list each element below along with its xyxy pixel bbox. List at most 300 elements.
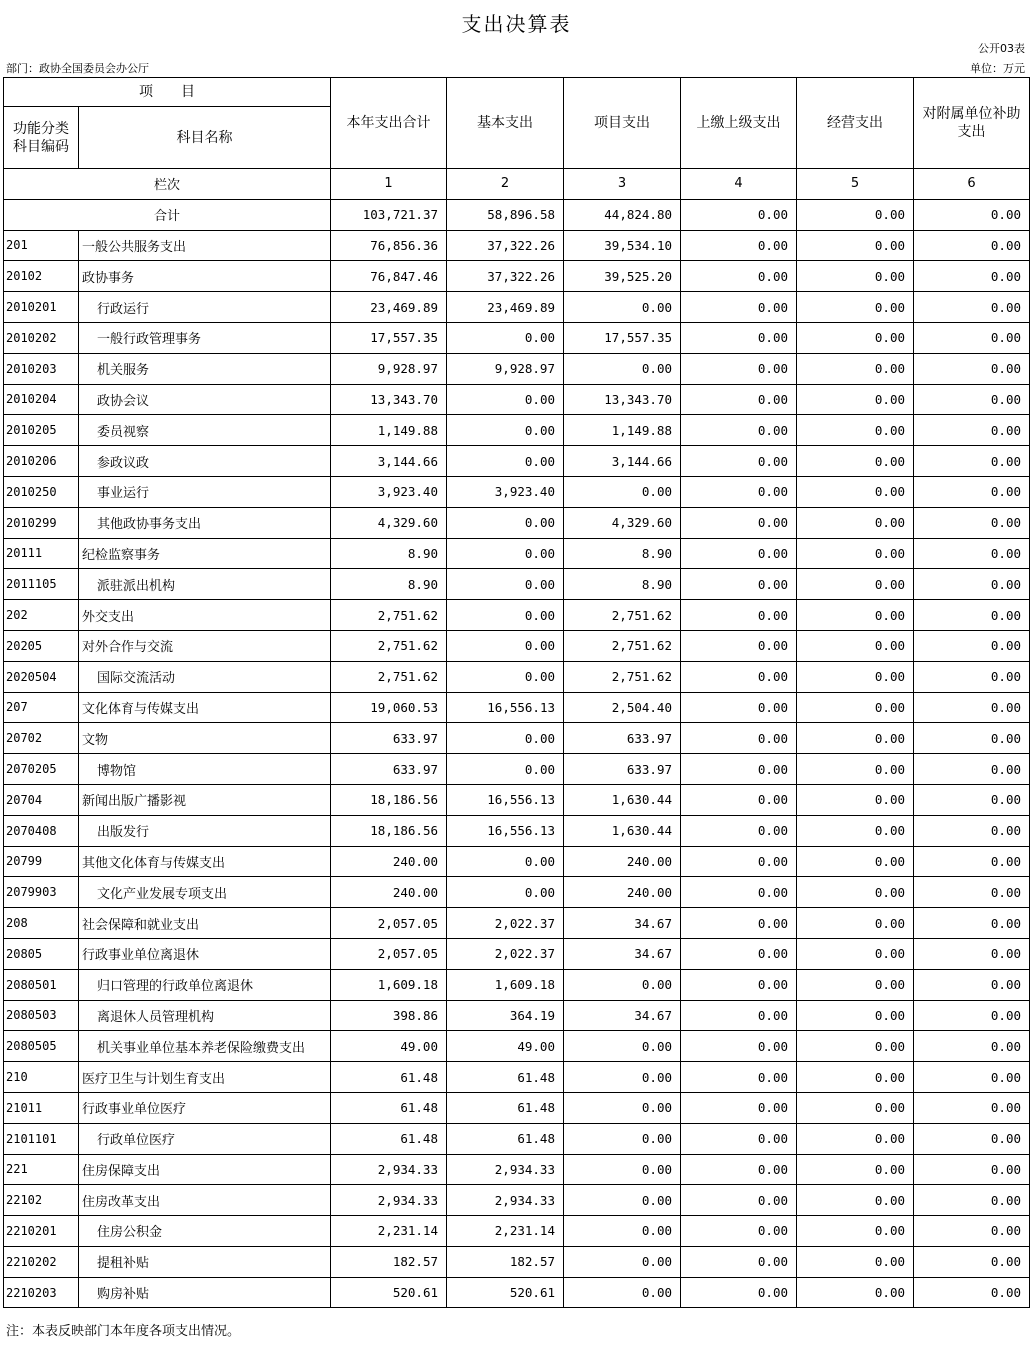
amount-cell: 0.00 — [681, 630, 797, 661]
amount-cell: 0.00 — [914, 938, 1030, 969]
amount-cell: 0.00 — [797, 1031, 914, 1062]
category-code: 2010204 — [4, 384, 79, 415]
amount-cell: 0.00 — [797, 569, 914, 600]
amount-cell: 0.00 — [797, 1154, 914, 1185]
total-value: 103,721.37 — [331, 199, 447, 230]
amount-cell: 0.00 — [914, 292, 1030, 323]
amount-cell: 0.00 — [914, 1123, 1030, 1154]
category-name: 其他文化体育与传媒支出 — [79, 846, 331, 877]
category-code: 207 — [4, 692, 79, 723]
table-row — [4, 507, 1030, 538]
row-index-label: 栏次 — [4, 169, 331, 200]
amount-cell: 2,751.62 — [331, 600, 447, 631]
table-row — [4, 353, 1030, 384]
amount-cell: 2,751.62 — [331, 661, 447, 692]
amount-cell: 0.00 — [681, 384, 797, 415]
col-number: 4 — [681, 169, 797, 200]
amount-cell: 0.00 — [681, 969, 797, 1000]
amount-cell: 2,934.33 — [331, 1185, 447, 1216]
amount-cell: 0.00 — [564, 292, 681, 323]
category-name: 医疗卫生与计划生育支出 — [79, 1062, 331, 1093]
expenditure-table — [3, 77, 1030, 1308]
amount-cell: 0.00 — [797, 661, 914, 692]
amount-cell: 240.00 — [564, 877, 681, 908]
amount-cell: 2,504.40 — [564, 692, 681, 723]
amount-cell: 1,149.88 — [331, 415, 447, 446]
amount-cell: 2,934.33 — [331, 1154, 447, 1185]
category-name: 文化产业发展专项支出 — [79, 877, 331, 908]
category-name: 购房补贴 — [79, 1277, 331, 1308]
category-code: 2070408 — [4, 815, 79, 846]
category-code: 2070205 — [4, 754, 79, 785]
amount-cell: 240.00 — [564, 846, 681, 877]
amount-cell: 61.48 — [447, 1062, 564, 1093]
amount-cell: 0.00 — [914, 446, 1030, 477]
category-code: 2210203 — [4, 1277, 79, 1308]
amount-cell: 0.00 — [681, 1062, 797, 1093]
amount-cell: 0.00 — [681, 322, 797, 353]
amount-cell: 0.00 — [447, 661, 564, 692]
amount-cell: 0.00 — [681, 723, 797, 754]
amount-cell: 16,556.13 — [447, 692, 564, 723]
amount-cell: 0.00 — [447, 569, 564, 600]
amount-cell: 17,557.35 — [564, 322, 681, 353]
amount-cell: 0.00 — [797, 1185, 914, 1216]
amount-cell: 0.00 — [681, 754, 797, 785]
amount-cell: 3,144.66 — [564, 446, 681, 477]
amount-cell: 0.00 — [797, 261, 914, 292]
amount-cell: 520.61 — [331, 1277, 447, 1308]
amount-cell: 0.00 — [914, 1185, 1030, 1216]
table-row — [4, 846, 1030, 877]
amount-cell: 8.90 — [564, 569, 681, 600]
col-header-operating: 经营支出 — [797, 78, 914, 169]
category-name: 行政运行 — [79, 292, 331, 323]
amount-cell: 1,609.18 — [331, 969, 447, 1000]
amount-cell: 0.00 — [914, 661, 1030, 692]
amount-cell: 0.00 — [797, 938, 914, 969]
amount-cell: 0.00 — [681, 938, 797, 969]
category-code: 2010250 — [4, 476, 79, 507]
category-name: 纪检监察事务 — [79, 538, 331, 569]
amount-cell: 0.00 — [914, 538, 1030, 569]
category-name: 新闻出版广播影视 — [79, 784, 331, 815]
amount-cell: 2,751.62 — [331, 630, 447, 661]
amount-cell: 0.00 — [914, 815, 1030, 846]
amount-cell: 398.86 — [331, 1000, 447, 1031]
amount-cell: 633.97 — [331, 723, 447, 754]
amount-cell: 0.00 — [447, 322, 564, 353]
amount-cell: 8.90 — [331, 538, 447, 569]
code-header: 功能分类科目编码 — [4, 107, 79, 169]
amount-cell: 0.00 — [797, 1246, 914, 1277]
amount-cell: 2,057.05 — [331, 938, 447, 969]
amount-cell: 1,630.44 — [564, 815, 681, 846]
unit-label: 单位：万元 — [970, 62, 1025, 75]
amount-cell: 0.00 — [914, 384, 1030, 415]
category-code: 210 — [4, 1062, 79, 1093]
amount-cell: 61.48 — [447, 1123, 564, 1154]
amount-cell: 633.97 — [564, 754, 681, 785]
table-row — [4, 1000, 1030, 1031]
amount-cell: 0.00 — [681, 1154, 797, 1185]
page-title: 支出决算表 — [461, 12, 572, 36]
amount-cell: 13,343.70 — [564, 384, 681, 415]
amount-cell: 76,847.46 — [331, 261, 447, 292]
table-row — [4, 692, 1030, 723]
category-code: 2080501 — [4, 969, 79, 1000]
amount-cell: 182.57 — [447, 1246, 564, 1277]
amount-cell: 8.90 — [564, 538, 681, 569]
amount-cell: 2,751.62 — [564, 630, 681, 661]
amount-cell: 0.00 — [564, 1246, 681, 1277]
table-row — [4, 1062, 1030, 1093]
amount-cell: 0.00 — [797, 384, 914, 415]
category-name: 对外合作与交流 — [79, 630, 331, 661]
form-number: 公开03表 — [978, 42, 1025, 55]
amount-cell: 0.00 — [681, 661, 797, 692]
amount-cell: 520.61 — [447, 1277, 564, 1308]
category-name: 派驻派出机构 — [79, 569, 331, 600]
total-value: 0.00 — [797, 199, 914, 230]
amount-cell: 0.00 — [447, 877, 564, 908]
amount-cell: 0.00 — [914, 1062, 1030, 1093]
amount-cell: 4,329.60 — [331, 507, 447, 538]
category-code: 20102 — [4, 261, 79, 292]
category-name: 行政事业单位离退休 — [79, 938, 331, 969]
amount-cell: 0.00 — [681, 415, 797, 446]
amount-cell: 0.00 — [564, 1123, 681, 1154]
amount-cell: 0.00 — [681, 877, 797, 908]
amount-cell: 1,149.88 — [564, 415, 681, 446]
table-row — [4, 1185, 1030, 1216]
category-code: 2080505 — [4, 1031, 79, 1062]
category-code: 20111 — [4, 538, 79, 569]
category-code: 202 — [4, 600, 79, 631]
category-name: 行政单位医疗 — [79, 1123, 331, 1154]
table-row — [4, 1092, 1030, 1123]
amount-cell: 0.00 — [797, 353, 914, 384]
amount-cell: 0.00 — [914, 969, 1030, 1000]
amount-cell: 49.00 — [331, 1031, 447, 1062]
category-name: 参政议政 — [79, 446, 331, 477]
total-value: 0.00 — [681, 199, 797, 230]
category-name: 住房公积金 — [79, 1216, 331, 1247]
category-code: 2020504 — [4, 661, 79, 692]
amount-cell: 0.00 — [797, 230, 914, 261]
category-name: 行政事业单位医疗 — [79, 1092, 331, 1123]
amount-cell: 23,469.89 — [447, 292, 564, 323]
category-name: 文物 — [79, 723, 331, 754]
table-row — [4, 908, 1030, 939]
amount-cell: 0.00 — [681, 815, 797, 846]
category-code: 20805 — [4, 938, 79, 969]
table-row — [4, 630, 1030, 661]
amount-cell: 23,469.89 — [331, 292, 447, 323]
amount-cell: 0.00 — [797, 507, 914, 538]
amount-cell: 4,329.60 — [564, 507, 681, 538]
amount-cell: 3,923.40 — [331, 476, 447, 507]
amount-cell: 34.67 — [564, 1000, 681, 1031]
category-code: 22102 — [4, 1185, 79, 1216]
amount-cell: 0.00 — [797, 1277, 914, 1308]
category-name: 事业运行 — [79, 476, 331, 507]
amount-cell: 0.00 — [797, 908, 914, 939]
amount-cell: 2,751.62 — [564, 661, 681, 692]
amount-cell: 0.00 — [564, 1185, 681, 1216]
amount-cell: 0.00 — [914, 569, 1030, 600]
category-code: 2210201 — [4, 1216, 79, 1247]
category-code: 2010202 — [4, 322, 79, 353]
amount-cell: 9,928.97 — [331, 353, 447, 384]
amount-cell: 13,343.70 — [331, 384, 447, 415]
amount-cell: 0.00 — [447, 723, 564, 754]
table-row — [4, 538, 1030, 569]
category-code: 2010203 — [4, 353, 79, 384]
amount-cell: 633.97 — [331, 754, 447, 785]
amount-cell: 2,934.33 — [447, 1154, 564, 1185]
amount-cell: 0.00 — [914, 507, 1030, 538]
amount-cell: 8.90 — [331, 569, 447, 600]
amount-cell: 0.00 — [564, 476, 681, 507]
table-row — [4, 1216, 1030, 1247]
amount-cell: 0.00 — [914, 846, 1030, 877]
amount-cell: 2,231.14 — [331, 1216, 447, 1247]
amount-cell: 0.00 — [797, 1062, 914, 1093]
category-code: 201 — [4, 230, 79, 261]
table-row — [4, 1031, 1030, 1062]
amount-cell: 0.00 — [681, 507, 797, 538]
amount-cell: 0.00 — [564, 1277, 681, 1308]
category-name: 机关服务 — [79, 353, 331, 384]
table-row — [4, 600, 1030, 631]
amount-cell: 61.48 — [331, 1123, 447, 1154]
category-code: 2210202 — [4, 1246, 79, 1277]
amount-cell: 0.00 — [914, 723, 1030, 754]
table-row — [4, 384, 1030, 415]
amount-cell: 0.00 — [564, 353, 681, 384]
amount-cell: 0.00 — [914, 1246, 1030, 1277]
amount-cell: 34.67 — [564, 908, 681, 939]
col-header-total: 本年支出合计 — [331, 78, 447, 169]
amount-cell: 76,856.36 — [331, 230, 447, 261]
amount-cell: 0.00 — [797, 815, 914, 846]
amount-cell: 0.00 — [914, 877, 1030, 908]
amount-cell: 2,231.14 — [447, 1216, 564, 1247]
amount-cell: 0.00 — [797, 1216, 914, 1247]
amount-cell: 0.00 — [564, 969, 681, 1000]
table-row — [4, 261, 1030, 292]
category-name: 国际交流活动 — [79, 661, 331, 692]
table-row — [4, 1123, 1030, 1154]
category-name: 社会保障和就业支出 — [79, 908, 331, 939]
amount-cell: 0.00 — [447, 507, 564, 538]
amount-cell: 0.00 — [447, 754, 564, 785]
amount-cell: 39,534.10 — [564, 230, 681, 261]
table-row — [4, 815, 1030, 846]
table-row — [4, 938, 1030, 969]
amount-cell: 0.00 — [681, 1216, 797, 1247]
amount-cell: 17,557.35 — [331, 322, 447, 353]
table-row — [4, 969, 1030, 1000]
category-name: 委员视察 — [79, 415, 331, 446]
amount-cell: 0.00 — [914, 784, 1030, 815]
amount-cell: 0.00 — [914, 415, 1030, 446]
amount-cell: 182.57 — [331, 1246, 447, 1277]
amount-cell: 0.00 — [797, 969, 914, 1000]
table-row — [4, 476, 1030, 507]
amount-cell: 0.00 — [681, 908, 797, 939]
amount-cell: 0.00 — [681, 353, 797, 384]
amount-cell: 0.00 — [914, 692, 1030, 723]
amount-cell: 0.00 — [914, 261, 1030, 292]
category-code: 20205 — [4, 630, 79, 661]
amount-cell: 0.00 — [681, 569, 797, 600]
category-name: 外交支出 — [79, 600, 331, 631]
table-row — [4, 661, 1030, 692]
col-number: 1 — [331, 169, 447, 200]
amount-cell: 0.00 — [797, 877, 914, 908]
category-code: 2011105 — [4, 569, 79, 600]
category-name: 政协会议 — [79, 384, 331, 415]
amount-cell: 0.00 — [797, 692, 914, 723]
amount-cell: 0.00 — [564, 1216, 681, 1247]
table-row — [4, 322, 1030, 353]
amount-cell: 18,186.56 — [331, 784, 447, 815]
category-name: 出版发行 — [79, 815, 331, 846]
category-name: 博物馆 — [79, 754, 331, 785]
amount-cell: 0.00 — [681, 292, 797, 323]
amount-cell: 0.00 — [914, 908, 1030, 939]
amount-cell: 0.00 — [447, 600, 564, 631]
amount-cell: 2,057.05 — [331, 908, 447, 939]
amount-cell: 0.00 — [914, 476, 1030, 507]
department-label: 部门：政协全国委员会办公厅 — [6, 62, 149, 75]
table-row — [4, 1277, 1030, 1308]
amount-cell: 39,525.20 — [564, 261, 681, 292]
amount-cell: 9,928.97 — [447, 353, 564, 384]
table-row — [4, 1246, 1030, 1277]
amount-cell: 2,934.33 — [447, 1185, 564, 1216]
amount-cell: 0.00 — [447, 384, 564, 415]
amount-cell: 16,556.13 — [447, 815, 564, 846]
col-header-project: 项目支出 — [564, 78, 681, 169]
category-code: 2079903 — [4, 877, 79, 908]
amount-cell: 0.00 — [914, 230, 1030, 261]
amount-cell: 0.00 — [797, 754, 914, 785]
amount-cell: 0.00 — [447, 446, 564, 477]
table-row — [4, 569, 1030, 600]
amount-cell: 0.00 — [681, 1031, 797, 1062]
category-code: 20704 — [4, 784, 79, 815]
amount-cell: 0.00 — [797, 1123, 914, 1154]
table-row — [4, 877, 1030, 908]
amount-cell: 0.00 — [447, 846, 564, 877]
amount-cell: 3,923.40 — [447, 476, 564, 507]
amount-cell: 0.00 — [914, 600, 1030, 631]
name-header: 科目名称 — [79, 107, 331, 169]
category-name: 住房改革支出 — [79, 1185, 331, 1216]
amount-cell: 0.00 — [797, 415, 914, 446]
amount-cell: 61.48 — [331, 1092, 447, 1123]
amount-cell: 0.00 — [914, 1277, 1030, 1308]
category-code: 2010206 — [4, 446, 79, 477]
amount-cell: 0.00 — [681, 230, 797, 261]
amount-cell: 2,022.37 — [447, 938, 564, 969]
category-name: 一般公共服务支出 — [79, 230, 331, 261]
category-name: 一般行政管理事务 — [79, 322, 331, 353]
amount-cell: 0.00 — [797, 784, 914, 815]
category-code: 20799 — [4, 846, 79, 877]
category-name: 机关事业单位基本养老保险缴费支出 — [79, 1031, 331, 1062]
amount-cell: 240.00 — [331, 877, 447, 908]
col-header-remit: 上缴上级支出 — [681, 78, 797, 169]
amount-cell: 0.00 — [564, 1062, 681, 1093]
amount-cell: 0.00 — [797, 1092, 914, 1123]
amount-cell: 0.00 — [797, 630, 914, 661]
amount-cell: 0.00 — [914, 754, 1030, 785]
amount-cell: 37,322.26 — [447, 230, 564, 261]
total-label: 合计 — [4, 199, 331, 230]
category-name: 提租补贴 — [79, 1246, 331, 1277]
amount-cell: 0.00 — [681, 600, 797, 631]
category-code: 20702 — [4, 723, 79, 754]
category-name: 归口管理的行政单位离退休 — [79, 969, 331, 1000]
amount-cell: 0.00 — [681, 1123, 797, 1154]
amount-cell: 0.00 — [914, 1154, 1030, 1185]
table-row — [4, 1154, 1030, 1185]
amount-cell: 0.00 — [797, 446, 914, 477]
amount-cell: 0.00 — [914, 1216, 1030, 1247]
amount-cell: 0.00 — [681, 692, 797, 723]
amount-cell: 0.00 — [681, 846, 797, 877]
category-name: 离退休人员管理机构 — [79, 1000, 331, 1031]
total-value: 44,824.80 — [564, 199, 681, 230]
table-row — [4, 754, 1030, 785]
amount-cell: 34.67 — [564, 938, 681, 969]
amount-cell: 0.00 — [681, 1277, 797, 1308]
col-number: 2 — [447, 169, 564, 200]
amount-cell: 19,060.53 — [331, 692, 447, 723]
amount-cell: 0.00 — [564, 1092, 681, 1123]
category-code: 208 — [4, 908, 79, 939]
amount-cell: 0.00 — [914, 1031, 1030, 1062]
amount-cell: 0.00 — [914, 353, 1030, 384]
amount-cell: 18,186.56 — [331, 815, 447, 846]
amount-cell: 61.48 — [331, 1062, 447, 1093]
category-code: 221 — [4, 1154, 79, 1185]
amount-cell: 0.00 — [914, 1000, 1030, 1031]
amount-cell: 633.97 — [564, 723, 681, 754]
amount-cell: 2,022.37 — [447, 908, 564, 939]
table-row — [4, 784, 1030, 815]
table-row — [4, 292, 1030, 323]
amount-cell: 0.00 — [797, 322, 914, 353]
amount-cell: 0.00 — [681, 1000, 797, 1031]
table-row — [4, 230, 1030, 261]
amount-cell: 37,322.26 — [447, 261, 564, 292]
total-value: 0.00 — [914, 199, 1030, 230]
total-value: 58,896.58 — [447, 199, 564, 230]
amount-cell: 0.00 — [681, 261, 797, 292]
category-name: 其他政协事务支出 — [79, 507, 331, 538]
amount-cell: 0.00 — [797, 292, 914, 323]
amount-cell: 16,556.13 — [447, 784, 564, 815]
item-header: 项 目 — [4, 78, 331, 107]
col-number: 5 — [797, 169, 914, 200]
table-row — [4, 723, 1030, 754]
amount-cell: 0.00 — [797, 723, 914, 754]
